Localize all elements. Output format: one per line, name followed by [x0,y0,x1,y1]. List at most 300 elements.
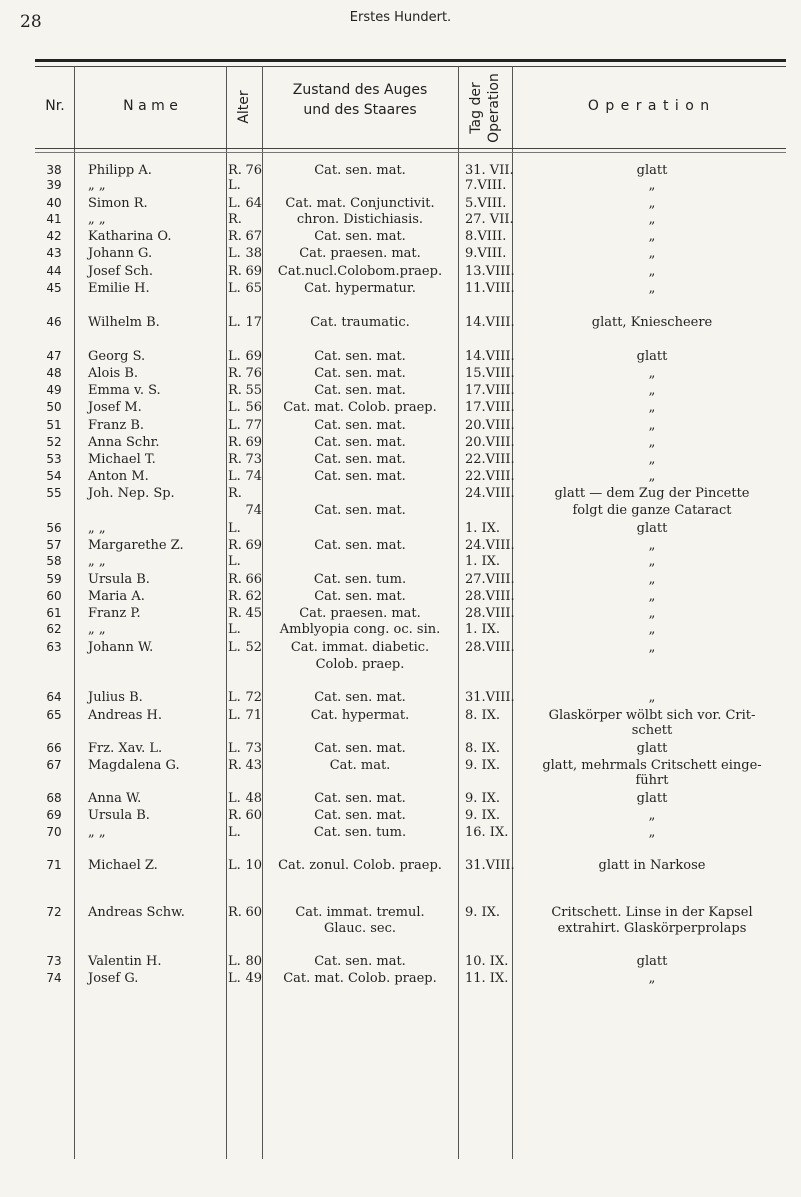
table-row [0,953,801,970]
operation-note: „ [648,418,656,433]
operation-date: 13.VIII. [465,264,515,279]
patient-age: 60 [245,905,262,920]
eye-condition: Cat. sen. tum. [313,825,407,840]
patient-name: Emilie H. [88,281,150,296]
eye-condition: Cat. mat. Colob. praep. [283,400,437,415]
eye-condition: Cat. praesen. mat. [299,606,421,621]
eye-condition: Cat. sen. mat. [314,791,406,806]
table-row [0,689,801,706]
patient-age: 76 [245,366,262,381]
patient-age: 74 [245,469,262,484]
eye-side: R. [228,905,242,920]
table-row [0,920,801,937]
header-rule [35,148,786,149]
operation-note: „ [648,469,656,484]
patient-age: 60 [245,808,262,823]
operation-note: glatt, mehrmals Critschett einge- [542,758,762,773]
eye-condition: Cat. mat. Colob. praep. [283,971,437,986]
eye-condition: Cat. sen. mat. [314,808,406,823]
patient-name: Margarethe Z. [88,538,184,553]
operation-note: extrahirt. Glaskörperprolaps [557,921,747,936]
table-row [0,722,801,739]
eye-condition: Cat. sen. mat. [314,163,406,178]
eye-condition: Cat. mat. [329,758,391,773]
patient-age: 56 [245,400,262,415]
operation-date: 14.VIII. [465,349,515,364]
table-row [0,588,801,605]
patient-age: 80 [245,954,262,969]
eye-side: R. [228,808,242,823]
operation-date: 15.VIII. [465,366,515,381]
row-number: 48 [46,366,62,380]
operation-date: 11. IX. [465,971,509,986]
operation-note: glatt, Kniescheere [591,315,713,330]
table-row [0,485,801,502]
patient-name: Wilhelm B. [88,315,160,330]
patient-age: 62 [245,589,262,604]
operation-note: „ [648,452,656,467]
row-number: 41 [46,212,62,226]
row-number: 44 [46,264,62,278]
eye-side: L. [228,178,241,193]
patient-name: „ „ [88,212,106,227]
eye-condition: Cat. immat. tremul. [295,905,425,920]
row-number: 73 [46,954,62,968]
operation-note: führt [635,773,669,788]
operation-date: 10. IX. [465,954,509,969]
operation-note: „ [648,229,656,244]
eye-side: L. [228,469,241,484]
page-number: 28 [20,12,42,32]
table-row [0,228,801,245]
operation-date: 1. IX. [465,521,501,536]
row-number: 71 [46,858,62,872]
patient-age: 43 [245,758,262,773]
row-number: 62 [46,622,62,636]
row-number: 63 [46,640,62,654]
operation-date: 20.VIII. [465,418,515,433]
operation-date: 28.VIII. [465,640,515,655]
table-row [0,177,801,194]
patient-name: Ursula B. [88,808,150,823]
table-row [0,571,801,588]
patient-name: Johann G. [88,246,153,261]
running-head: Erstes Hundert. [349,10,452,25]
operation-note: „ [648,690,656,705]
patient-name: Alois B. [88,366,139,381]
eye-side: L. [228,690,241,705]
operation-note: „ [648,971,656,986]
eye-side: R. [228,264,242,279]
eye-side: R. [228,163,242,178]
eye-side: R. [228,452,242,467]
table-row [0,639,801,656]
operation-note: „ [648,196,656,211]
table-row [0,280,801,297]
eye-side: R. [228,538,242,553]
table-row [0,740,801,757]
operation-note: „ [648,400,656,415]
eye-condition: Cat.nucl.Colobom.praep. [277,264,443,279]
operation-note: „ [648,435,656,450]
table-row [0,451,801,468]
operation-date: 5.VIII. [465,196,507,211]
patient-name: Anton M. [88,469,149,484]
patient-name: Emma v. S. [88,383,161,398]
patient-age: 71 [245,708,262,723]
eye-condition: Cat. sen. mat. [314,435,406,450]
patient-name: Anna W. [88,791,142,806]
patient-name: Philipp A. [88,163,152,178]
table-row [0,417,801,434]
patient-age: 69 [245,264,262,279]
patient-name: Magdalena G. [88,758,180,773]
row-number: 52 [46,435,62,449]
eye-condition: Cat. hypermat. [310,708,410,723]
table-row [0,434,801,451]
patient-name: „ „ [88,622,106,637]
operation-date: 9. IX. [465,758,501,773]
patient-age: 10 [245,858,262,873]
row-number: 43 [46,246,62,260]
patient-age: 49 [245,971,262,986]
operation-note: „ [648,246,656,261]
row-number: 40 [46,196,62,210]
eye-side: L. [228,708,241,723]
operation-note: „ [648,589,656,604]
eye-condition: Cat. sen. mat. [314,690,406,705]
row-number: 59 [46,572,62,586]
top-rule-thin [35,66,786,67]
eye-condition: Cat. sen. mat. [314,229,406,244]
table-row [0,263,801,280]
eye-side: R. [228,435,242,450]
patient-name: „ „ [88,521,106,536]
operation-date: 31.VIII. [465,690,515,705]
eye-condition: Amblyopia cong. oc. sin. [279,622,441,637]
row-number: 69 [46,808,62,822]
eye-side: L. [228,281,241,296]
table-row [0,245,801,262]
row-number: 55 [46,486,62,500]
patient-name: „ „ [88,825,106,840]
patient-name: „ „ [88,554,106,569]
patient-name: Julius B. [88,690,143,705]
row-number: 67 [46,758,62,772]
patient-age: 38 [245,246,262,261]
operation-note: „ [648,178,656,193]
operation-note: „ [648,538,656,553]
row-number: 54 [46,469,62,483]
row-number: 38 [46,163,62,177]
row-number: 39 [46,178,62,192]
eye-condition: Cat. sen. mat. [314,452,406,467]
operation-note: „ [648,366,656,381]
operation-note: glatt [636,954,668,969]
eye-condition: Cat. mat. Conjunctivit. [285,196,435,211]
table-row [0,468,801,485]
row-number: 47 [46,349,62,363]
eye-condition: Cat. sen. mat. [314,538,406,553]
patient-age: 67 [245,229,262,244]
operation-date: 16. IX. [465,825,509,840]
patient-name: Ursula B. [88,572,150,587]
eye-condition: Cat. sen. mat. [314,741,406,756]
eye-side: L. [228,622,241,637]
operation-date: 22.VIII. [465,452,515,467]
eye-condition: Cat. zonul. Colob. praep. [278,858,442,873]
eye-condition: Cat. sen. mat. [314,503,406,518]
table-row [0,537,801,554]
patient-name: Franz P. [88,606,141,621]
patient-age: 74 [245,503,262,518]
header-tag: Tag der Operation [468,73,502,143]
table-row [0,824,801,841]
eye-condition: Cat. sen. tum. [313,572,407,587]
patient-name: Franz B. [88,418,145,433]
row-number: 50 [46,400,62,414]
operation-note: folgt die ganze Cataract [572,503,732,518]
table-row [0,502,801,519]
top-rule [35,59,786,62]
patient-age: 64 [245,196,262,211]
row-number: 66 [46,741,62,755]
operation-note: glatt [636,163,668,178]
operation-date: 27. VII. [465,212,514,227]
patient-name: Michael T. [88,452,156,467]
operation-note: „ [648,622,656,637]
patient-name: Josef Sch. [88,264,154,279]
operation-note: glatt — dem Zug der Pincette [554,486,750,501]
operation-date: 9.VIII. [465,246,507,261]
table-row [0,857,801,874]
eye-side: L. [228,954,241,969]
eye-side: L. [228,315,241,330]
eye-side: L. [228,858,241,873]
row-number: 42 [46,229,62,243]
operation-date: 11.VIII. [465,281,515,296]
operation-date: 24.VIII. [465,486,515,501]
patient-name: Valentin H. [88,954,162,969]
table-row [0,807,801,824]
operation-date: 28.VIII. [465,589,515,604]
operation-note: „ [648,808,656,823]
operation-note: glatt in Narkose [598,858,706,873]
patient-name: Michael Z. [88,858,158,873]
eye-side: R. [228,229,242,244]
table-row [0,195,801,212]
table-row [0,382,801,399]
row-number: 61 [46,606,62,620]
operation-date: 9. IX. [465,808,501,823]
row-number: 60 [46,589,62,603]
patient-name: Anna Schr. [88,435,160,450]
operation-date: 9. IX. [465,791,501,806]
patient-name: Andreas H. [88,708,163,723]
operation-note: „ [648,383,656,398]
operation-note: „ [648,640,656,655]
operation-date: 8. IX. [465,741,501,756]
patient-name: Katharina O. [88,229,172,244]
eye-side: L. [228,246,241,261]
operation-note: „ [648,825,656,840]
eye-side: R. [228,212,242,227]
operation-date: 22.VIII. [465,469,515,484]
row-number: 70 [46,825,62,839]
patient-name: Georg S. [88,349,146,364]
eye-condition: Cat. sen. mat. [314,469,406,484]
operation-note: Critschett. Linse in der Kapsel [551,905,753,920]
eye-condition: Cat. sen. mat. [314,589,406,604]
eye-side: L. [228,521,241,536]
operation-note: „ [648,554,656,569]
row-number: 45 [46,281,62,295]
table-row [0,904,801,921]
eye-side: R. [228,366,242,381]
eye-condition: Cat. sen. mat. [314,349,406,364]
operation-note: „ [648,281,656,296]
operation-note: „ [648,572,656,587]
eye-side: L. [228,418,241,433]
patient-name: Josef M. [88,400,142,415]
patient-age: 76 [245,163,262,178]
table-row [0,399,801,416]
eye-side: L. [228,825,241,840]
eye-condition: Cat. immat. diabetic. [290,640,430,655]
header-nr: Nr. [45,98,65,114]
patient-age: 69 [245,538,262,553]
table-row [0,520,801,537]
row-number: 68 [46,791,62,805]
operation-note: „ [648,606,656,621]
eye-condition: Cat. hypermatur. [304,281,416,296]
row-number: 46 [46,315,62,329]
eye-side: L. [228,400,241,415]
patient-age: 17 [245,315,262,330]
operation-note: Glaskörper wölbt sich vor. Crit- [548,708,756,723]
operation-note: glatt [636,349,668,364]
eye-side: L. [228,554,241,569]
patient-age: 73 [245,741,262,756]
eye-side: L. [228,971,241,986]
operation-note: „ [648,212,656,227]
header-rule-thin [35,152,786,153]
patient-age: 55 [245,383,262,398]
operation-date: 31. VII. [465,163,514,178]
table-row [0,772,801,789]
header-operation: O p e r a t i o n [587,98,711,114]
operation-date: 14.VIII. [465,315,515,330]
header-zustand: Zustand des Auges und des Staares [292,82,428,118]
operation-note: „ [648,264,656,279]
eye-side: L. [228,741,241,756]
operation-date: 8.VIII. [465,229,507,244]
patient-age: 72 [245,690,262,705]
operation-note: glatt [636,791,668,806]
operation-date: 31.VIII. [465,858,515,873]
eye-condition: Cat. praesen. mat. [299,246,421,261]
eye-side: L. [228,349,241,364]
eye-side: L. [228,196,241,211]
eye-side: R. [228,758,242,773]
row-number: 58 [46,554,62,568]
eye-condition: chron. Distichiasis. [296,212,424,227]
patient-name: „ „ [88,178,106,193]
operation-date: 9. IX. [465,905,501,920]
eye-condition: Cat. sen. mat. [314,366,406,381]
operation-date: 17.VIII. [465,383,515,398]
patient-name: Frz. Xav. L. [88,741,163,756]
operation-note: schett [631,723,673,738]
patient-name: Joh. Nep. Sp. [88,486,175,501]
table-row [0,621,801,638]
table-row [0,970,801,987]
patient-age: 69 [245,349,262,364]
operation-note: glatt [636,521,668,536]
operation-date: 7.VIII. [465,178,507,193]
operation-date: 27.VIII. [465,572,515,587]
patient-age: 45 [245,606,262,621]
table-row [0,314,801,331]
operation-date: 28.VIII. [465,606,515,621]
patient-name: Andreas Schw. [88,905,185,920]
table-row [0,790,801,807]
row-number: 64 [46,690,62,704]
eye-side: L. [228,640,241,655]
table-row [0,211,801,228]
table-row [0,656,801,673]
patient-age: 65 [245,281,262,296]
patient-age: 69 [245,435,262,450]
table-row [0,365,801,382]
patient-name: Josef G. [88,971,139,986]
eye-side: R. [228,383,242,398]
patient-name: Simon R. [88,196,148,211]
row-number: 72 [46,905,62,919]
row-number: 57 [46,538,62,552]
eye-side: L. [228,791,241,806]
row-number: 74 [46,971,62,985]
operation-date: 8. IX. [465,708,501,723]
table-row [0,553,801,570]
table-row [0,605,801,622]
eye-condition: Colob. praep. [315,657,405,672]
patient-age: 52 [245,640,262,655]
row-number: 65 [46,708,62,722]
operation-date: 24.VIII. [465,538,515,553]
header-name: N a m e [123,98,178,114]
operation-date: 1. IX. [465,554,501,569]
eye-condition: Cat. sen. mat. [314,954,406,969]
patient-name: Maria A. [88,589,145,604]
operation-note: glatt [636,741,668,756]
eye-side: R. [228,606,242,621]
row-number: 49 [46,383,62,397]
eye-side: R. [228,589,242,604]
eye-condition: Cat. traumatic. [310,315,410,330]
header-alter: Alter [236,90,252,124]
eye-side: R. [228,486,242,501]
row-number: 53 [46,452,62,466]
table-row [0,348,801,365]
patient-age: 66 [245,572,262,587]
operation-date: 17.VIII. [465,400,515,415]
patient-name: Johann W. [88,640,154,655]
eye-side: R. [228,572,242,587]
eye-condition: Cat. sen. mat. [314,383,406,398]
patient-age: 48 [245,791,262,806]
eye-condition: Glauc. sec. [324,921,396,936]
